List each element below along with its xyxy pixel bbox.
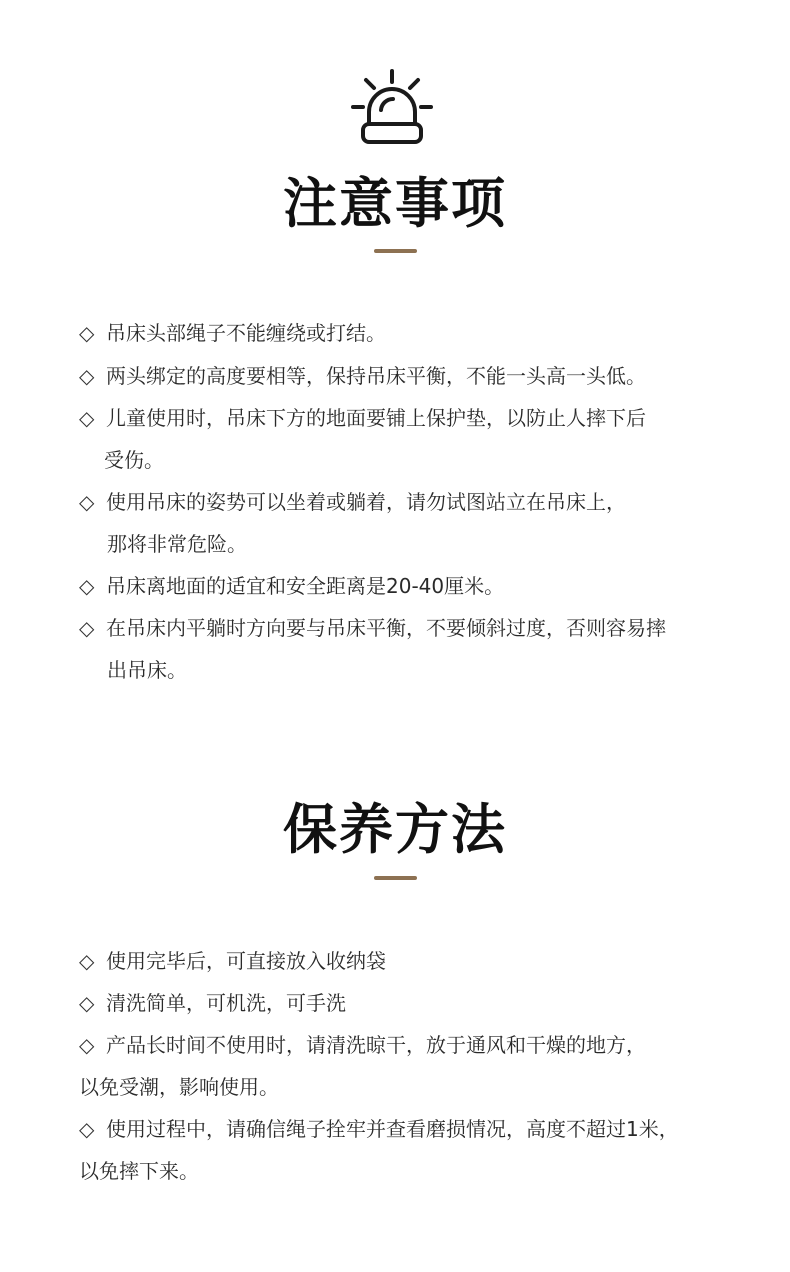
precaution-continuation: 那将非常危险。 [107, 532, 247, 556]
precaution-continuation: 出吊床。 [107, 658, 187, 682]
maintenance-item [79, 1030, 646, 1060]
maintenance-item [79, 946, 386, 976]
maintenance-title-underline [374, 876, 417, 880]
precaution-text: 使用吊床的姿势可以坐着或躺着，请勿试图站立在吊床上， [106, 490, 626, 514]
diamond-bullet-icon: ◇ [79, 490, 95, 514]
diamond-bullet-icon: ◇ [79, 406, 95, 430]
precaution-item [79, 318, 386, 348]
maintenance-continuation: 以免受潮，影响使用。 [79, 1075, 279, 1099]
precaution-item [79, 487, 626, 517]
precautions-title: 注意事项 [283, 172, 507, 235]
maintenance-text: 产品长时间不使用时，请清洗晾干，放于通风和干燥的地方， [106, 1033, 646, 1057]
diamond-bullet-icon: ◇ [79, 364, 95, 388]
precaution-item [79, 361, 646, 391]
precautions-title-underline [374, 249, 417, 253]
maintenance-item [79, 1114, 679, 1144]
maintenance-continuation: 以免摔下来。 [79, 1159, 199, 1183]
precaution-item [79, 613, 666, 643]
diamond-bullet-icon: ◇ [79, 949, 95, 973]
maintenance-text: 清洗简单，可机洗，可手洗 [106, 991, 346, 1015]
precaution-text: 吊床离地面的适宜和安全距离是20-40厘米。 [106, 574, 505, 598]
diamond-bullet-icon: ◇ [79, 991, 95, 1015]
precaution-item [79, 571, 504, 601]
alarm-siren-icon [349, 68, 435, 148]
maintenance-text: 使用完毕后，可直接放入收纳袋 [106, 949, 386, 973]
precaution-text: 两头绑定的高度要相等，保持吊床平衡，不能一头高一头低。 [106, 364, 646, 388]
diamond-bullet-icon: ◇ [79, 1117, 95, 1141]
maintenance-item [79, 988, 346, 1018]
precaution-item [79, 403, 646, 433]
precaution-text: 在吊床内平躺时方向要与吊床平衡，不要倾斜过度，否则容易摔 [106, 616, 666, 640]
diamond-bullet-icon: ◇ [79, 616, 95, 640]
maintenance-text: 使用过程中，请确信绳子拴牢并查看磨损情况，高度不超过1米， [106, 1117, 679, 1141]
maintenance-title: 保养方法 [283, 798, 507, 861]
diamond-bullet-icon: ◇ [79, 574, 95, 598]
diamond-bullet-icon: ◇ [79, 321, 95, 345]
precaution-text: 儿童使用时，吊床下方的地面要铺上保护垫，以防止人摔下后 [106, 406, 646, 430]
precaution-continuation: 受伤。 [104, 448, 164, 472]
precaution-text: 吊床头部绳子不能缠绕或打结。 [106, 321, 386, 345]
diamond-bullet-icon: ◇ [79, 1033, 95, 1057]
